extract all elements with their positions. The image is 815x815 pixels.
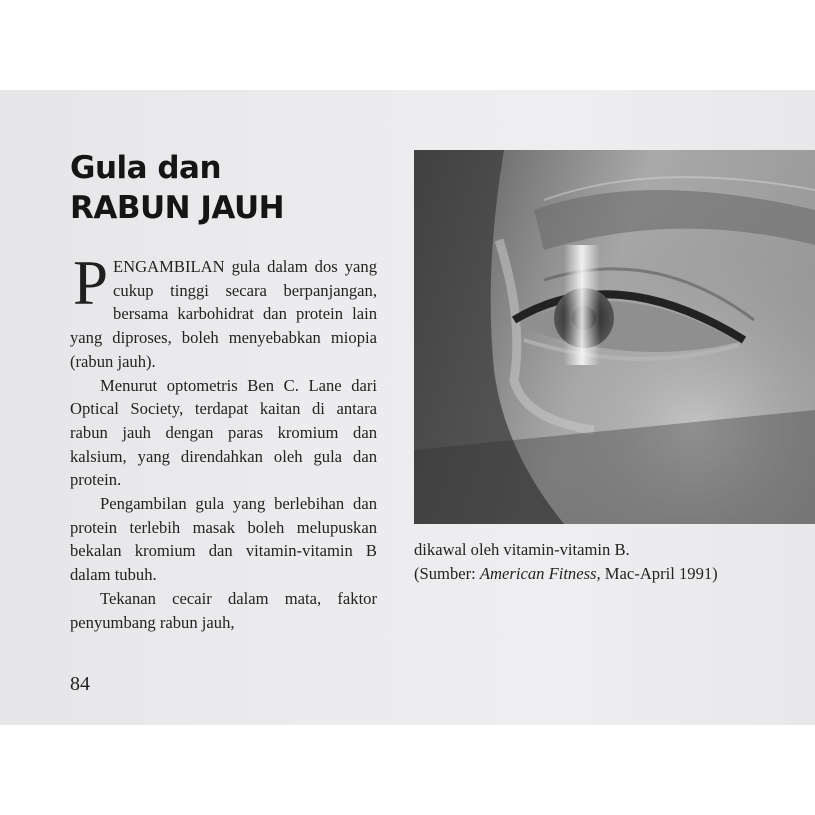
- eye-photo: [414, 150, 815, 524]
- book-page: [0, 90, 815, 725]
- eye-photo-illustration: [414, 150, 815, 524]
- paragraph-1-text: ENGAMBILAN gula dalam dos yang cukup tinggi secara berpanjangan, bersama karbohidrat dan protein lain yang diproses, boleh menyebabkan miopia (rabun jauh).: [70, 257, 377, 371]
- caption-source-title: American Fitness,: [479, 563, 601, 583]
- paragraph-2: Menurut optometris Ben C. Lane dari Optical Society, terdapat kaitan di antara rabun jauh dengan paras kromium dan kalsium, yang direndahkan oleh gula dan protein.: [70, 375, 377, 490]
- title-line-2: RABUN JAUH: [70, 190, 285, 226]
- article-body: [70, 248, 377, 634]
- paragraph-3: Pengambilan gula yang berlebihan dan protein terlebih masak boleh melupuskan bekalan kromium dan vitamin-vitamin B dalam tubuh.: [70, 494, 377, 585]
- caption-source-prefix: (Sumber:: [414, 563, 480, 583]
- title-line-1: Gula dan: [70, 150, 222, 186]
- page-number: 84: [70, 673, 90, 695]
- paragraph-4: Tekanan cecair dalam mata, faktor penyumbang rabun jauh,: [70, 588, 377, 632]
- caption-source: [414, 562, 720, 586]
- caption-text: dikawal oleh vitamin-vitamin B.: [414, 540, 630, 559]
- drop-cap: P: [73, 248, 109, 318]
- caption-source-suffix: Mac-April 1991): [600, 563, 718, 583]
- paragraph-1: [70, 248, 377, 374]
- photo-caption: [414, 538, 720, 585]
- article-title: [70, 148, 284, 228]
